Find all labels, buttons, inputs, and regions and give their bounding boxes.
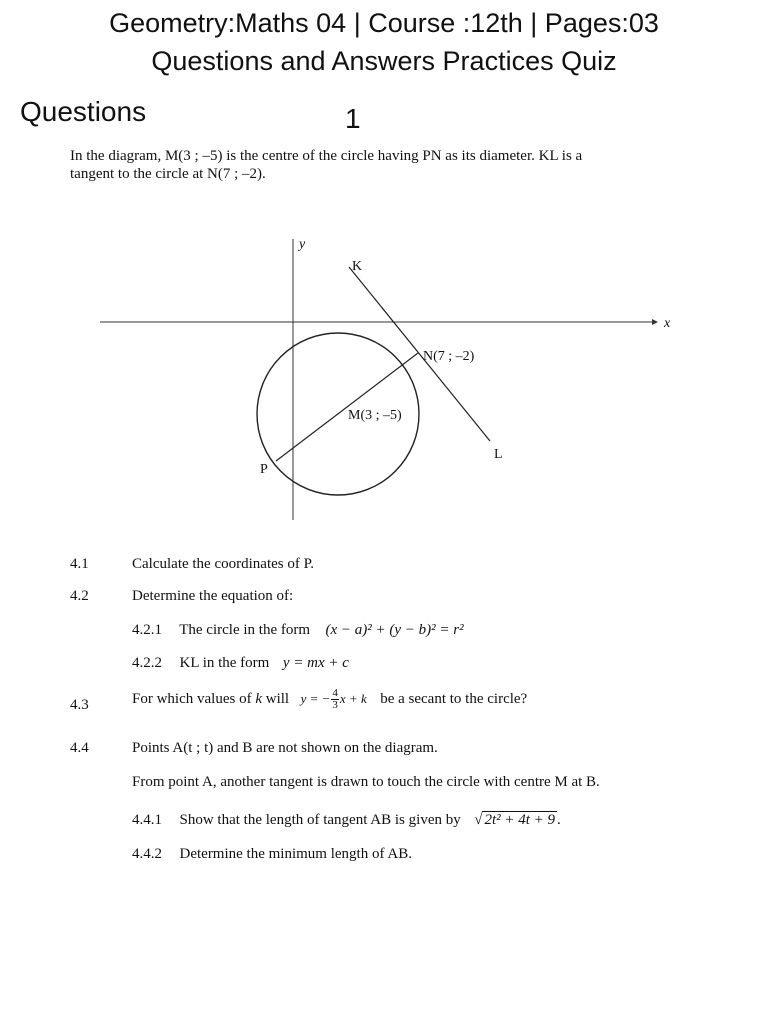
page-title-line1: Geometry:Maths 04 | Course :12th | Pages:03 bbox=[109, 8, 659, 38]
q44-number: 4.4 bbox=[70, 740, 89, 756]
q441-formula: 2t² + 4t + 9 bbox=[484, 812, 556, 828]
q422-number: 4.2.2 bbox=[132, 655, 162, 671]
intro-line-2: tangent to the circle at N(7 ; –2). bbox=[70, 166, 266, 182]
q42-text: Determine the equation of: bbox=[132, 588, 294, 604]
q422-text: KL in the form bbox=[179, 655, 270, 671]
intro-line-1: In the diagram, M(3 ; –5) is the centre of the circle having PN as its diameter. KL is a bbox=[70, 148, 583, 164]
q43-frac-num: 4 bbox=[332, 687, 338, 699]
q43-number: 4.3 bbox=[70, 697, 89, 713]
question-number: 1 bbox=[345, 103, 361, 134]
q441-row: 4.4.1 Show that the length of tangent AB is given by √ 2t² + 4t + 9 . bbox=[132, 812, 561, 828]
label-K: K bbox=[352, 259, 363, 274]
q43-var-k: k bbox=[255, 690, 262, 707]
q41-number: 4.1 bbox=[70, 556, 89, 572]
label-N: N(7 ; –2) bbox=[423, 349, 475, 364]
y-axis-label: y bbox=[299, 237, 306, 252]
q422-row bbox=[132, 655, 349, 672]
x-axis-arrow bbox=[652, 319, 658, 325]
q421-formula: (x − a)² + (y − b)² = r² bbox=[325, 622, 464, 638]
q43-text-c: be a secant to the circle? bbox=[380, 690, 528, 707]
q44-line-2: From point A, another tangent is drawn to touch the circle with centre M at B. bbox=[132, 774, 600, 790]
q44-line-1: Points A(t ; t) and B are not shown on the diagram. bbox=[132, 740, 438, 756]
q43-formula-a: y = − bbox=[300, 690, 331, 706]
label-L: L bbox=[494, 447, 503, 462]
q43-frac-den: 3 bbox=[332, 699, 338, 711]
circle-tangent-diagram bbox=[0, 225, 768, 525]
q442-text: Determine the minimum length of AB. bbox=[179, 846, 412, 862]
label-P: P bbox=[260, 462, 268, 477]
q41-text: Calculate the coordinates of P. bbox=[132, 556, 315, 572]
q422-formula: y = mx + c bbox=[282, 655, 349, 671]
questions-label: Questions bbox=[20, 96, 147, 127]
q42-number: 4.2 bbox=[70, 588, 89, 604]
label-M: M(3 ; –5) bbox=[348, 408, 402, 423]
x-axis-label: x bbox=[664, 316, 671, 331]
q441-number: 4.4.1 bbox=[132, 812, 162, 828]
q43-text-b: will bbox=[265, 690, 290, 707]
sqrt-icon: √ bbox=[474, 812, 483, 828]
q442-number: 4.4.2 bbox=[132, 846, 162, 862]
q421-text: The circle in the form bbox=[179, 622, 311, 638]
q43-formula-b: x + k bbox=[339, 690, 367, 706]
q43-row bbox=[132, 688, 527, 711]
page-title-line2: Questions and Answers Practices Quiz bbox=[151, 46, 617, 76]
q43-fraction bbox=[331, 688, 339, 711]
q442-row bbox=[132, 846, 412, 863]
q421-number: 4.2.1 bbox=[132, 622, 162, 638]
diameter-PN bbox=[276, 353, 418, 461]
q421-row bbox=[132, 622, 464, 639]
q441-text: Show that the length of tangent AB is given by bbox=[179, 812, 461, 828]
q43-text-a: For which values of bbox=[132, 690, 252, 707]
